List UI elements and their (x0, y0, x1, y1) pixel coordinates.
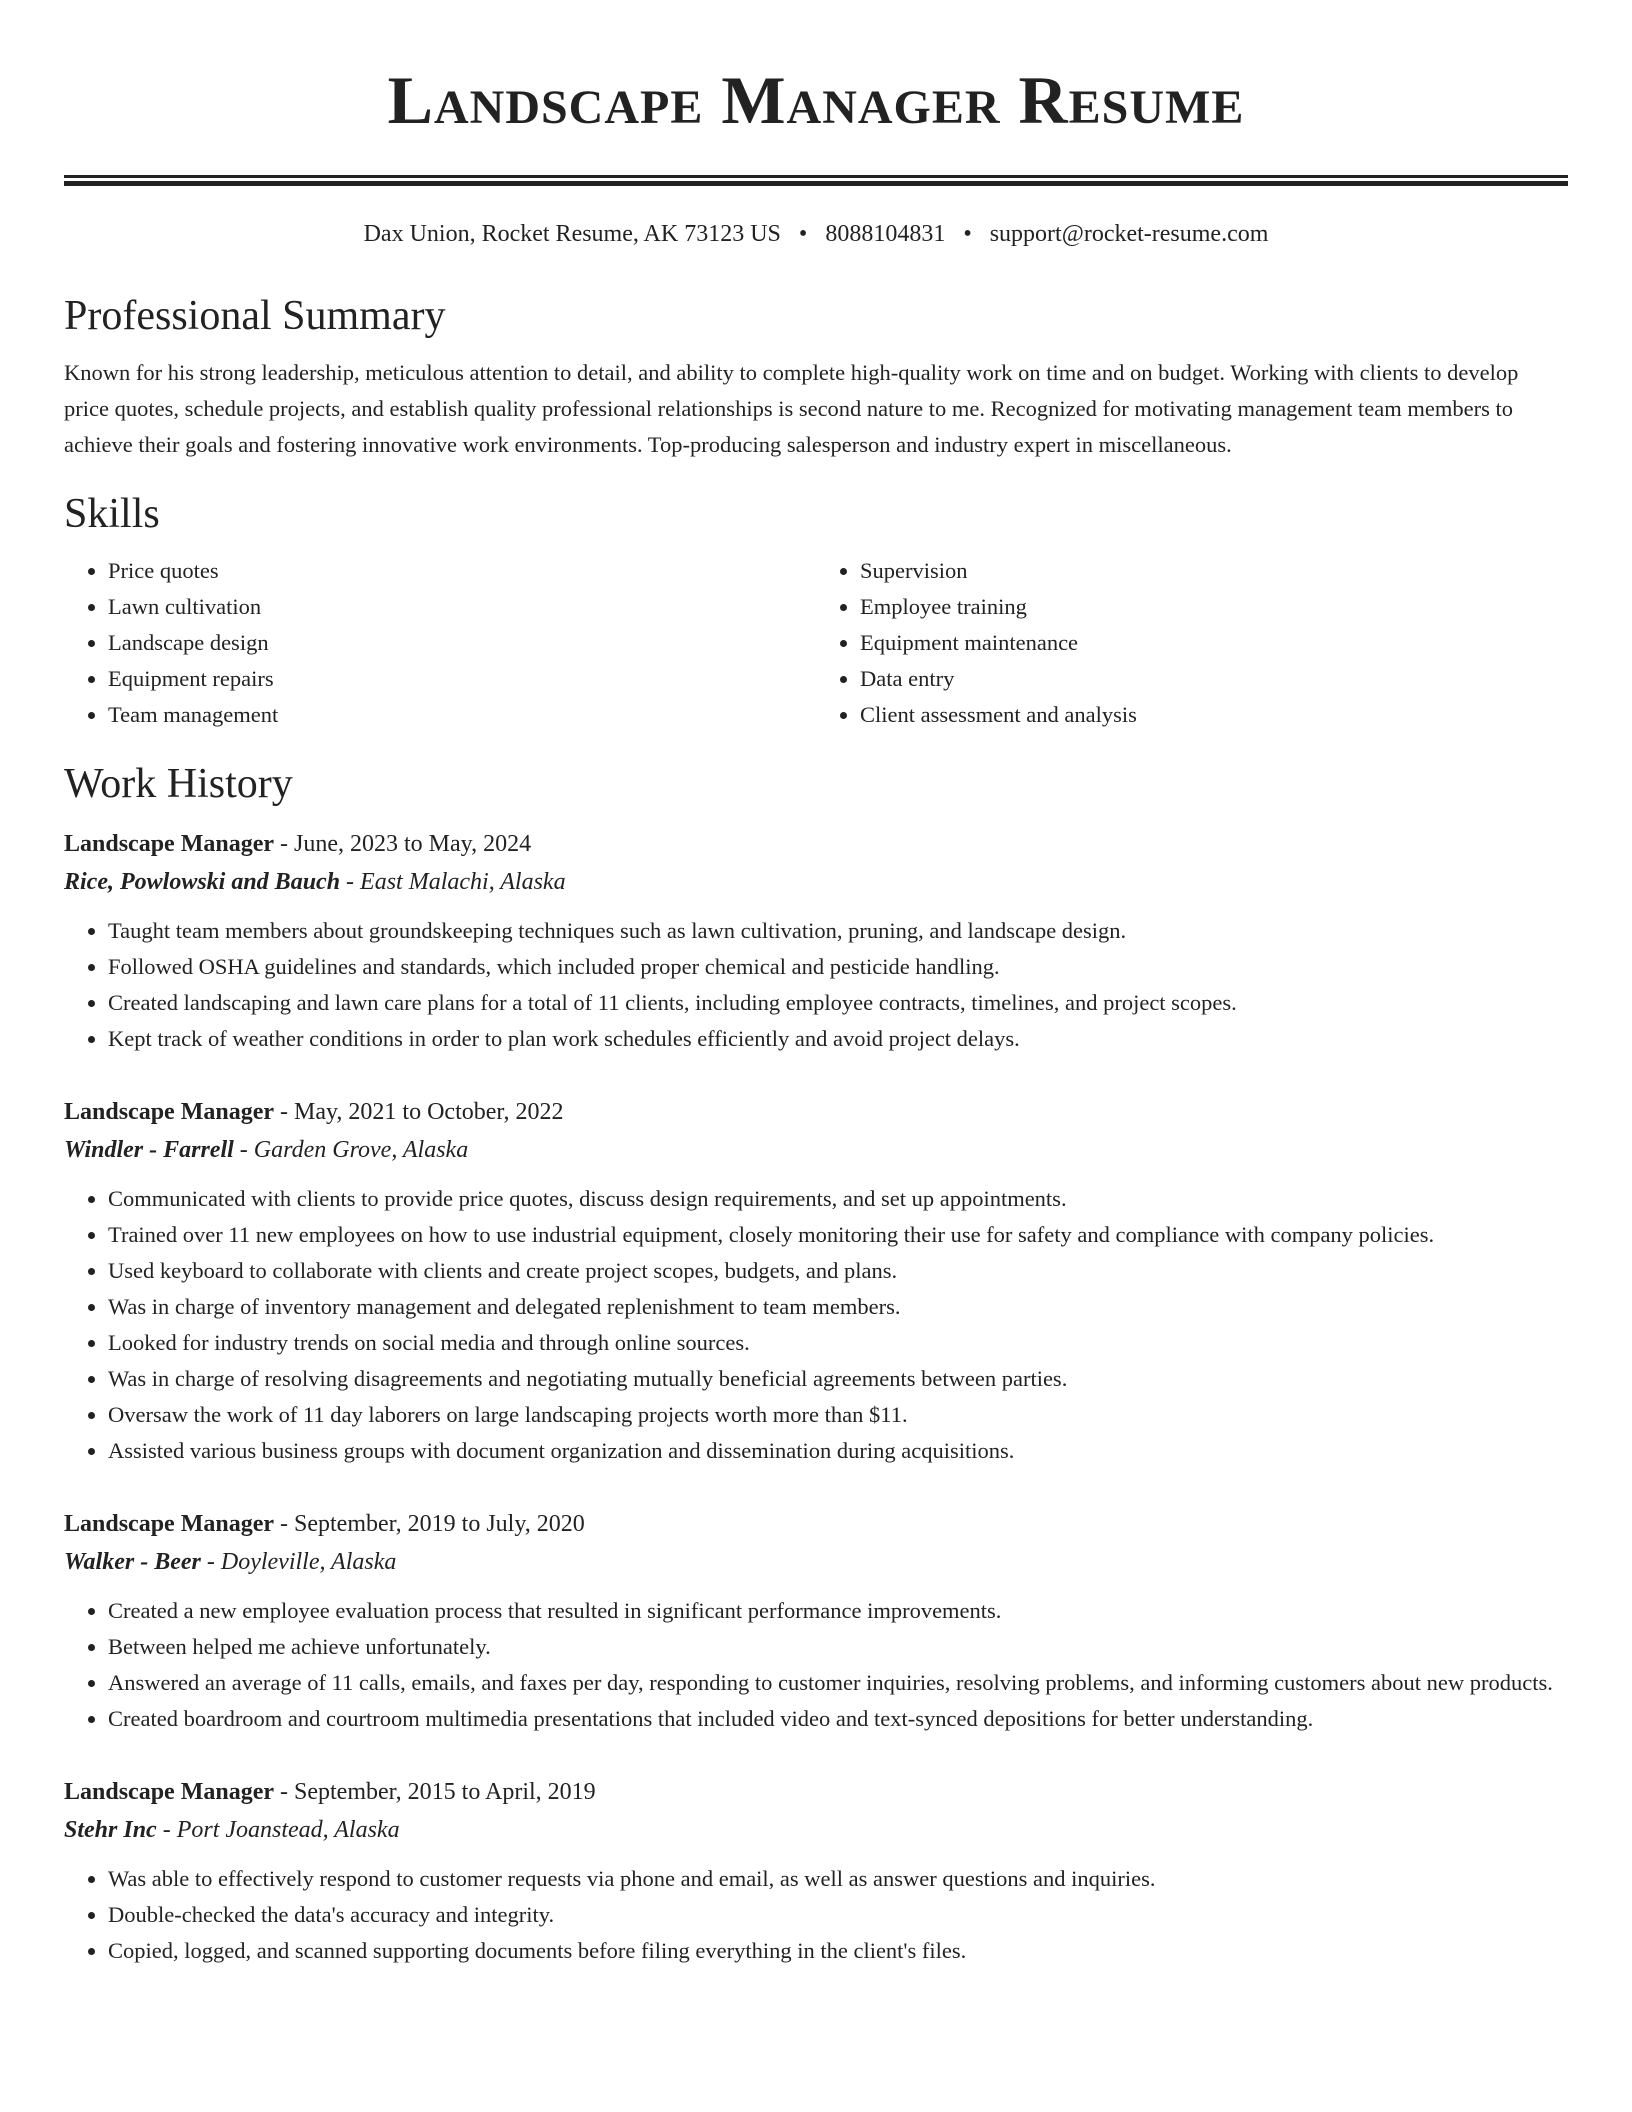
skill-item: • Equipment maintenance (860, 625, 1568, 661)
dash: - (340, 869, 361, 895)
job-bullet: • Was in charge of resolving disagreements and negotiating mutually beneficial agreements between parties. (108, 1361, 1568, 1397)
job-title-line (64, 1093, 1568, 1131)
skills-grid (64, 553, 1568, 733)
job-bullet: • Looked for industry trends on social media and through online sources. (108, 1325, 1568, 1361)
dash: - (274, 831, 294, 857)
dash: - (274, 1511, 294, 1537)
job-bullet: • Followed OSHA guidelines and standards, which included proper chemical and pesticide handling. (108, 949, 1568, 985)
job-company-line (64, 1811, 1568, 1849)
job-location: Garden Grove, Alaska (253, 1137, 469, 1163)
dash: - (200, 1549, 221, 1575)
job-title-line (64, 825, 1568, 863)
job-company-line (64, 1131, 1568, 1169)
job-bullet: • Kept track of weather conditions in order to plan work schedules efficiently and avoid project delays. (108, 1021, 1568, 1057)
contact-separator: • (963, 221, 972, 247)
job-dates: June, 2023 to May, 2024 (294, 831, 532, 857)
contact-address: Dax Union, Rocket Resume, AK 73123 US (363, 221, 781, 247)
dash: - (274, 1099, 294, 1125)
resume-page (64, 0, 1568, 1969)
skills-list-right (816, 553, 1568, 733)
job-entry (64, 1505, 1568, 1737)
skill-item: • Data entry (860, 661, 1568, 697)
job-bullet: • Taught team members about groundskeeping techniques such as lawn cultivation, pruning, and landscape design. (108, 913, 1568, 949)
job-bullets (64, 1861, 1568, 1969)
skill-item: • Client assessment and analysis (860, 697, 1568, 733)
job-dates: September, 2015 to April, 2019 (294, 1779, 596, 1805)
job-bullet: • Used keyboard to collaborate with clients and create project scopes, budgets, and plans. (108, 1253, 1568, 1289)
skill-item: • Equipment repairs (108, 661, 816, 697)
skill-item: • Price quotes (108, 553, 816, 589)
skills-heading: Skills (64, 491, 160, 537)
job-location: East Malachi, Alaska (360, 869, 566, 895)
job-bullet: • Created a new employee evaluation process that resulted in significant performance improvements. (108, 1593, 1568, 1629)
title-divider (64, 175, 1568, 186)
job-location: Port Joanstead, Alaska (176, 1817, 400, 1843)
job-title: Landscape Manager (64, 831, 274, 857)
summary-text: Known for his strong leadership, meticulous attention to detail, and ability to complete high-quality work on time and on budget. Working with clients to develop price quotes, schedule projects, and establish quality professional relationships is second nature to me. Recognized for motivating management team members to achieve their goals and fostering innovative work environments. Top-producing salesperson and industry expert in miscellaneous. (64, 360, 1519, 457)
skill-item: • Team management (108, 697, 816, 733)
dash: - (233, 1137, 254, 1163)
contact-line (64, 219, 1568, 249)
job-entry (64, 1773, 1568, 1969)
job-dates: May, 2021 to October, 2022 (294, 1099, 564, 1125)
dash: - (274, 1779, 294, 1805)
skill-item: • Lawn cultivation (108, 589, 816, 625)
job-company: Rice, Powlowski and Bauch (64, 869, 341, 895)
skill-item: • Employee training (860, 589, 1568, 625)
job-bullet: • Between helped me achieve unfortunately. (108, 1629, 1568, 1665)
dash: - (156, 1817, 177, 1843)
job-company-line (64, 1543, 1568, 1581)
contact-separator: • (798, 221, 808, 247)
job-bullets (64, 1593, 1568, 1737)
contact-email: support@rocket-resume.com (989, 221, 1269, 247)
job-title-line (64, 1505, 1568, 1543)
job-bullet: • Assisted various business groups with document organization and dissemination during acquisitions. (108, 1433, 1568, 1469)
job-title: Landscape Manager (64, 1099, 274, 1125)
job-bullet: • Double-checked the data's accuracy and integrity. (108, 1897, 1568, 1933)
job-bullet: • Created boardroom and courtroom multimedia presentations that included video and text-synced depositions for better understanding. (108, 1701, 1568, 1737)
job-title: Landscape Manager (64, 1511, 274, 1537)
job-entry (64, 1093, 1568, 1469)
skills-list-left (64, 553, 816, 733)
job-bullets (64, 913, 1568, 1057)
job-company: Stehr Inc (64, 1817, 157, 1843)
job-bullet: • Was able to effectively respond to customer requests via phone and email, as well as answer questions and inquiries. (108, 1861, 1568, 1897)
job-company-line (64, 863, 1568, 901)
job-dates: September, 2019 to July, 2020 (294, 1511, 585, 1537)
job-bullet: • Trained over 11 new employees on how to use industrial equipment, closely monitoring their use for safety and compliance with company policies. (108, 1217, 1568, 1253)
contact-phone: 8088104831 (825, 221, 946, 247)
skill-item: • Landscape design (108, 625, 816, 661)
summary-heading: Professional Summary (64, 293, 446, 339)
job-bullet: • Copied, logged, and scanned supporting documents before filing everything in the client's files. (108, 1933, 1568, 1969)
job-location: Doyleville, Alaska (220, 1549, 397, 1575)
work-history-heading: Work History (64, 761, 293, 807)
job-bullet: • Answered an average of 11 calls, emails, and faxes per day, responding to customer inquiries, resolving problems, and informing customers about new products. (108, 1665, 1568, 1701)
job-title: Landscape Manager (64, 1779, 274, 1805)
job-company: Windler - Farrell (64, 1137, 234, 1163)
job-bullet: • Was in charge of inventory management and delegated replenishment to team members. (108, 1289, 1568, 1325)
job-company: Walker - Beer (64, 1549, 201, 1575)
job-entry (64, 825, 1568, 1057)
job-bullets (64, 1181, 1568, 1469)
skill-item: • Supervision (860, 553, 1568, 589)
job-bullet: • Created landscaping and lawn care plans for a total of 11 clients, including employee contracts, timelines, and project scopes. (108, 985, 1568, 1021)
job-bullet: • Communicated with clients to provide price quotes, discuss design requirements, and set up appointments. (108, 1181, 1568, 1217)
job-title-line (64, 1773, 1568, 1811)
resume-title: Landscape Manager Resume (387, 62, 1245, 138)
job-bullet: • Oversaw the work of 11 day laborers on large landscaping projects worth more than $11. (108, 1397, 1568, 1433)
